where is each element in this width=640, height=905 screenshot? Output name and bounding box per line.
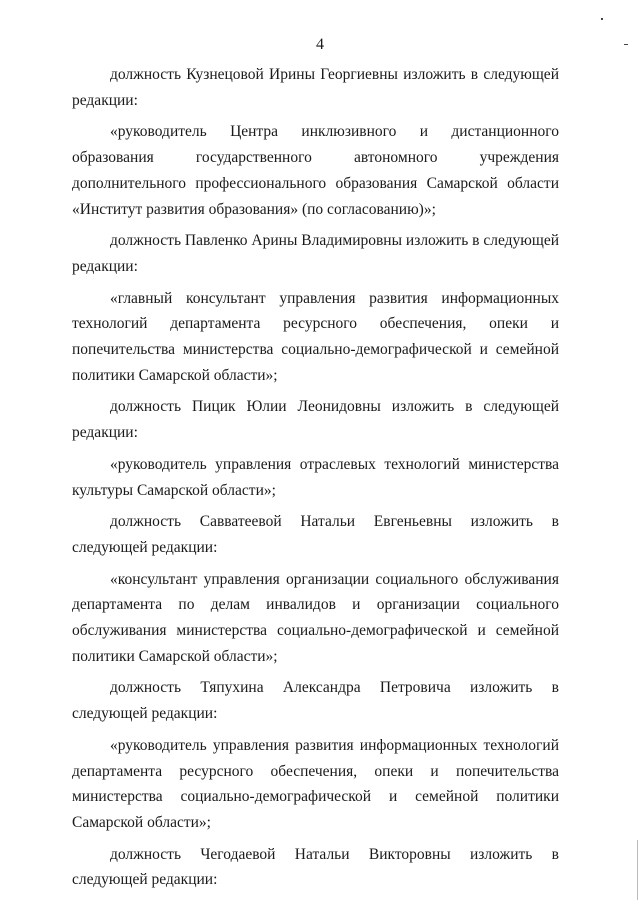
paragraph-kuznetsova-position: должность Кузнецовой Ирины Георгиевны изложить в следующей редакции: [72, 66, 559, 109]
paragraph-savvateeva-position: должность Савватеевой Натальи Евгеньевны изложить в следующей редакции: [72, 513, 559, 556]
paragraph-tyapukhin-position: должность Тяпухина Александра Петровича изложить в следующей редакции: [72, 679, 559, 723]
scan-speck [624, 44, 628, 45]
paragraph-savvateeva-new-title: «консультант управления организации социального обслуживания департамента по делам инвалидов и организации социального обслуживания министерства социально-демографической и семейной политики Самарской области»; [72, 570, 559, 665]
paragraph-pitsik-position: должность Пицик Юлии Леонидовны изложить в следующей редакции: [72, 398, 559, 442]
paragraph-pitsik-new-title: «руководитель управления отраслевых технологий министерства культуры Самарской области»; [72, 455, 559, 499]
paragraph-pavlenko-position: должность Павленко Арины Владимировны изложить в следующей редакции: [72, 232, 559, 275]
paragraph-pavlenko-new-title: «главный консультант управления развития информационных технологий департамента ресурсного обеспечения, опеки и попечительства министерства социально-демографической и семейной политики Самарской области»; [72, 289, 559, 384]
scan-edge-mark [637, 840, 638, 900]
paragraph-kuznetsova-new-title: «руководитель Центра инклюзивного и дистанционного образования государственного автономного учреждения дополнительного профессионального образования Самарской области «Институт развития образования» (по согласованию)»; [72, 123, 559, 218]
document-body [72, 62, 559, 893]
scan-speck [601, 18, 603, 20]
paragraph-chegodaeva-position: должность Чегодаевой Натальи Викторовны изложить в следующей редакции: [72, 845, 559, 889]
page-number: 4 [316, 36, 324, 53]
paragraph-tyapukhin-new-title: «руководитель управления развития информационных технологий департамента ресурсного обеспечения, опеки и попечительства министерства социально-демографической и семейной политики Самарской области»; [72, 736, 559, 831]
